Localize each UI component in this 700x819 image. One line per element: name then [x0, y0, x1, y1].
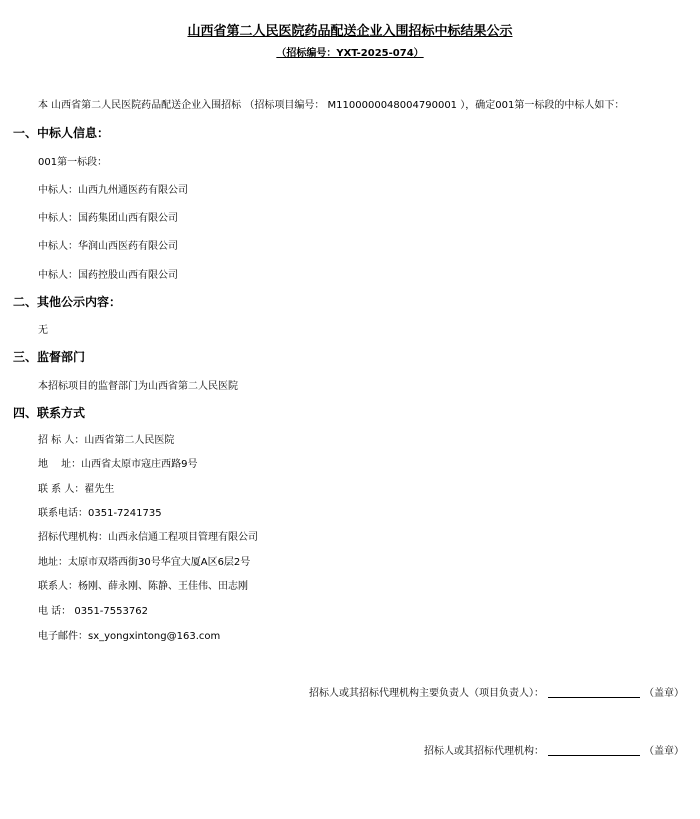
section-contact-heading: 四、联系方式 — [13, 406, 86, 420]
contact-item: 地 址：山西省太原市寇庄西路9号 — [38, 459, 198, 470]
winner-item: 中标人：国药控股山西有限公司 — [38, 270, 178, 281]
intro-text: 本 山西省第二人民医院药品配送企业入围招标 （招标项目编号： M1100000048004790001 ），确定001第一标段的中标人如下： — [38, 100, 625, 111]
contact-item: 招标代理机构：山西永信通工程项目管理有限公司 — [38, 532, 258, 543]
seal-label: （盖章） — [644, 688, 684, 699]
supervision-content: 本招标项目的监督部门为山西省第二人民医院 — [38, 381, 238, 392]
signature-line-responsible — [309, 684, 684, 699]
signature-label: 招标人或其招标代理机构： — [424, 746, 544, 757]
contact-item: 招 标 人：山西省第二人民医院 — [38, 435, 175, 446]
contact-item: 联 系 人：翟先生 — [38, 484, 115, 495]
contact-item: 联系人：杨刚、薛永刚、陈静、王佳伟、田志刚 — [38, 581, 248, 592]
winner-item: 中标人：国药集团山西有限公司 — [38, 213, 178, 224]
contact-item: 地址：太原市双塔西街30号华宜大厦A区6层2号 — [38, 557, 251, 568]
other-content: 无 — [38, 325, 48, 336]
contact-item: 电子邮件：sx_yongxintong@163.com — [38, 631, 221, 642]
signature-line-agency — [424, 742, 684, 757]
signature-blank — [548, 697, 640, 698]
section-winners-heading: 一、中标人信息： — [13, 126, 110, 140]
contact-item: 电 话： 0351-7553762 — [38, 606, 148, 617]
section-supervision-heading: 三、监督部门 — [13, 350, 86, 364]
contact-item: 联系电话：0351-7241735 — [38, 508, 162, 519]
section-other-heading: 二、其他公示内容： — [13, 295, 122, 309]
winner-item: 中标人：华润山西医药有限公司 — [38, 241, 178, 252]
signature-blank — [548, 755, 640, 756]
page-title: 山西省第二人民医院药品配送企业入围招标中标结果公示 — [187, 24, 513, 39]
seal-label: （盖章） — [644, 746, 684, 757]
tender-number: （招标编号：YXT-2025-074） — [276, 48, 424, 59]
winner-item: 中标人：山西九州通医药有限公司 — [38, 185, 188, 196]
lot-label: 001第一标段： — [38, 157, 108, 168]
signature-label: 招标人或其招标代理机构主要负责人（项目负责人）： — [309, 688, 544, 699]
